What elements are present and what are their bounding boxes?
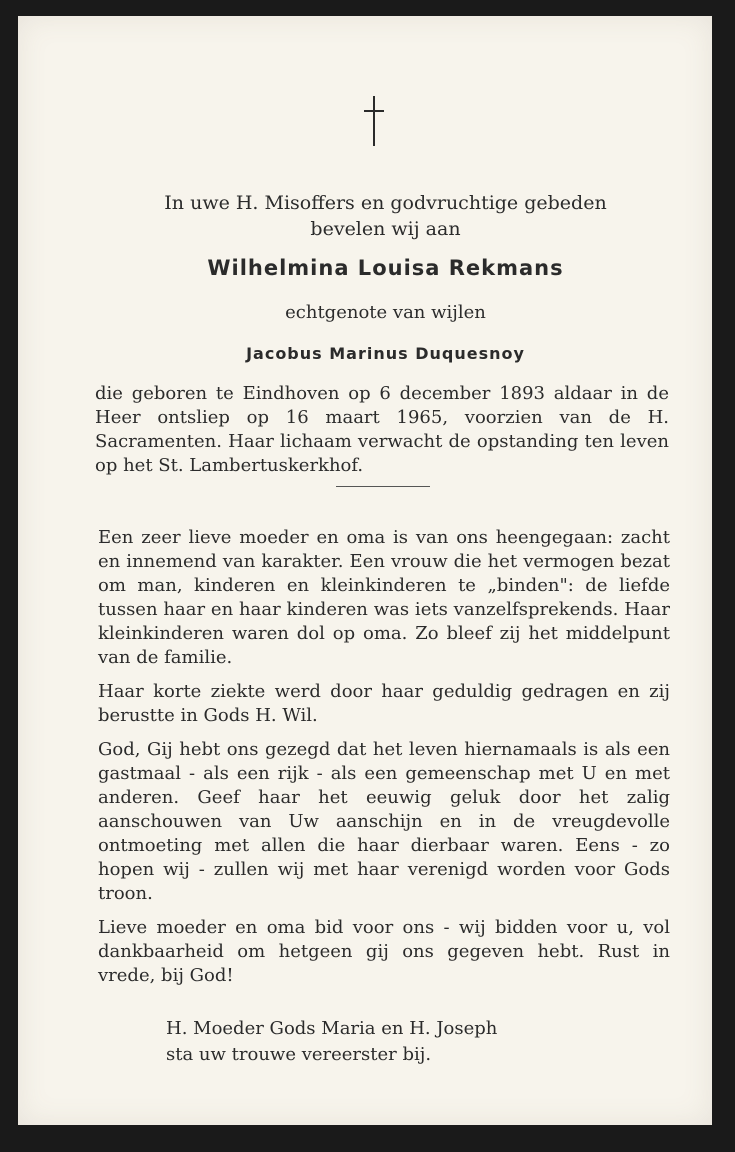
intro-text [98, 190, 673, 242]
deceased-name: Wilhelmina Louisa Rekmans [207, 256, 564, 280]
birth-death-text: die geboren te Eindhoven op 6 december 1893 aldaar in de Heer ontsliep op 16 maart 1965, voorzien van de H. Sacramenten. Haar lichaam verwacht de opstanding ten leven op het St. Lambertuskerkhof. [95, 383, 669, 476]
closing-prayer [166, 1016, 666, 1068]
paragraph-2: Haar korte ziekte werd door haar geduldig gedragen en zij berustte in Gods H. Wil. [98, 681, 670, 726]
memorial-card [18, 16, 712, 1125]
memorial-body [98, 526, 670, 998]
spouse-label: echtgenote van wijlen [285, 302, 486, 323]
paragraph-3: God, Gij hebt ons gezegd dat het leven hiernamaals is als een gastmaal - als een rijk - als een gemeenschap met U en met anderen. Geef haar het eeuwig geluk door het zalig aanschouwen van Uw aanschijn en in de vreugdevolle ontmoeting met allen die haar dierbaar waren. Eens - zo hopen wij - zullen wij met haar verenigd worden voor Gods troon. [98, 739, 670, 904]
prayer-line-1: H. Moeder Gods Maria en H. Joseph [166, 1018, 498, 1039]
paragraph-4: Lieve moeder en oma bid voor ons - wij bidden voor u, vol dankbaarheid om hetgeen gij ons gegeven hebt. Rust in vrede, bij God! [98, 917, 670, 986]
spouse-name: Jacobus Marinus Duquesnoy [246, 344, 525, 363]
separator-line [336, 486, 430, 487]
cross-icon [363, 96, 385, 146]
paragraph-1: Een zeer lieve moeder en oma is van ons heengegaan: zacht en innemend van karakter. Een vrouw die het vermogen bezat om man, kinderen en kleinkinderen te „binden": de liefde tussen haar en haar kinderen was iets vanzelfsprekends. Haar kleinkinderen waren dol op oma. Zo bleef zij het middelpunt van de familie. [98, 527, 670, 668]
prayer-line-2: sta uw trouwe vereerster bij. [166, 1044, 432, 1065]
intro-line-2: bevelen wij aan [310, 218, 461, 240]
intro-line-1: In uwe H. Misoffers en godvruchtige gebeden [164, 192, 607, 214]
